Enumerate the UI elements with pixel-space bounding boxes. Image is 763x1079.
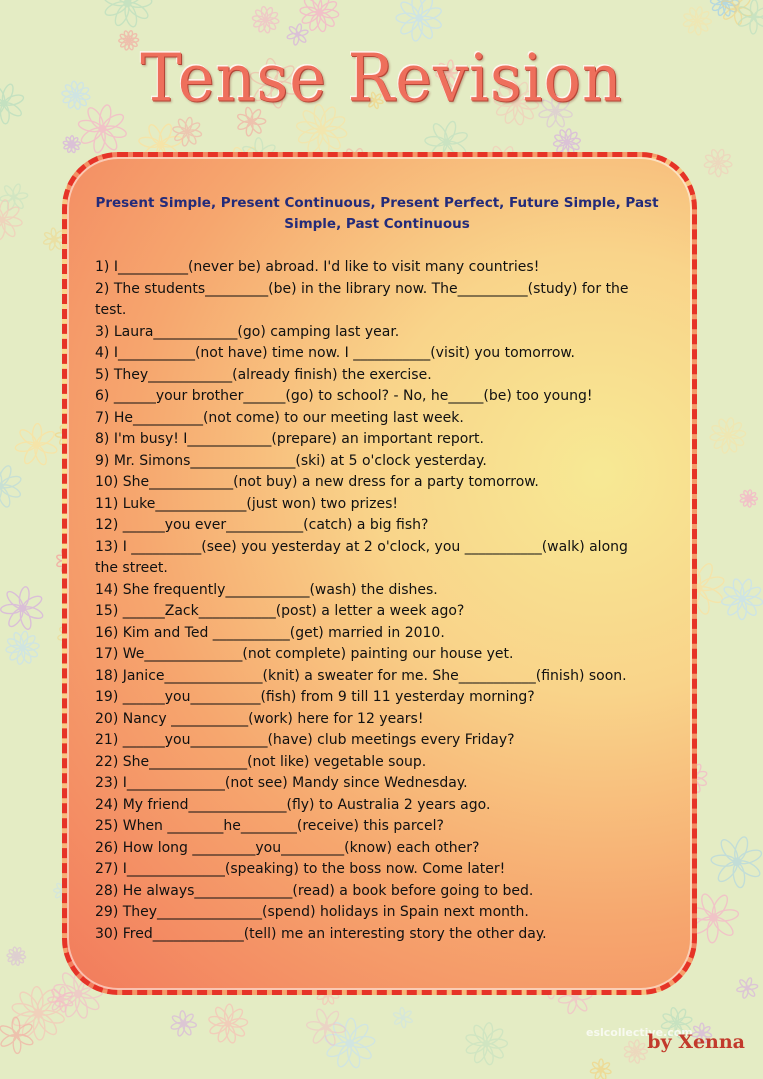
exercise-item: 23) I______________(not see) Mandy since Wednesday. bbox=[95, 775, 468, 791]
exercise-item: 17) We______________(not complete) painting our house yet. bbox=[95, 646, 514, 662]
flower-icon bbox=[208, 1004, 248, 1044]
flower-icon bbox=[704, 149, 733, 177]
exercise-item: 9) Mr. Simons_______________(ski) at 5 o'clock yesterday. bbox=[95, 452, 487, 469]
exercise-item: 21) ______you___________(have) club meetings every Friday? bbox=[95, 732, 515, 748]
flower-icon bbox=[170, 1011, 196, 1037]
exercise-item: 30) Fred_____________(tell) me an interesting story the other day. bbox=[95, 925, 547, 942]
exercise-item: 15) ______Zack___________(post) a letter a week ago? bbox=[95, 603, 465, 619]
flower-icon bbox=[590, 1059, 612, 1079]
flower-icon bbox=[5, 631, 39, 665]
exercise-item: 14) She frequently____________(wash) the dishes. bbox=[95, 581, 438, 598]
flower-icon bbox=[7, 947, 26, 966]
flower-icon bbox=[172, 117, 202, 147]
exercise-item: 7) He__________(not come) to our meeting last week. bbox=[95, 409, 464, 426]
watermark: eslcollective.com bbox=[586, 1026, 693, 1039]
exercise-item: 5) They____________(already finish) the exercise. bbox=[95, 366, 432, 383]
flower-icon bbox=[393, 1007, 413, 1028]
exercise-item: 18) Janice______________(knit) a sweater for me. She___________(finish) soon. bbox=[95, 667, 627, 684]
flower-icon bbox=[63, 136, 81, 154]
flower-icon bbox=[736, 977, 758, 999]
exercise-item: 10) She____________(not buy) a new dress for a party tomorrow. bbox=[95, 474, 539, 490]
exercise-item: 12) ______you ever___________(catch) a big fish? bbox=[95, 517, 429, 533]
exercise-item: 20) Nancy ___________(work) here for 12 years! bbox=[95, 710, 424, 727]
exercise-item: 27) I______________(speaking) to the boss now. Come later! bbox=[95, 861, 506, 877]
exercise-item: 11) Luke_____________(just won) two prizes! bbox=[95, 495, 398, 512]
exercise-item: 4) I___________(not have) time now. I ___________(visit) you tomorrow. bbox=[95, 345, 576, 361]
exercise-item: 2) The students_________(be) in the library now. The__________(study) for the test. bbox=[95, 280, 629, 318]
exercise-item: 24) My friend______________(fly) to Australia 2 years ago. bbox=[95, 796, 491, 813]
flower-icon bbox=[0, 464, 22, 509]
exercise-item: 6) ______your brother______(go) to school? - No, he_____(be) too young! bbox=[95, 388, 593, 404]
exercise-item: 13) I __________(see) you yesterday at 2 o'clock, you ___________(walk) along the street. bbox=[95, 538, 628, 576]
exercise-item: 22) She______________(not like) vegetable soup. bbox=[95, 753, 427, 770]
exercise-item: 29) They_______________(spend) holidays in Spain next month. bbox=[95, 904, 529, 920]
flower-icon bbox=[465, 1022, 508, 1065]
exercise-item: 3) Laura____________(go) camping last year. bbox=[95, 323, 400, 340]
exercise-item: 19) ______you__________(fish) from 9 till 11 yesterday morning? bbox=[95, 689, 535, 705]
exercise-item: 26) How long _________you_________(know) each other? bbox=[95, 839, 480, 856]
flower-icon bbox=[710, 417, 746, 454]
flower-icon bbox=[103, 0, 152, 28]
flower-icon bbox=[300, 0, 340, 32]
page-title: Tense Revision bbox=[140, 38, 623, 117]
exercise-item: 1) I__________(never be) abroad. I'd like to visit many countries! bbox=[95, 259, 540, 275]
flower-icon bbox=[683, 6, 712, 35]
flower-icon bbox=[15, 423, 58, 466]
exercise-list bbox=[95, 257, 655, 945]
flower-icon bbox=[0, 586, 44, 630]
exercise-item: 16) Kim and Ted ___________(get) married in 2010. bbox=[95, 624, 445, 641]
flower-icon bbox=[740, 490, 758, 508]
exercise-item: 8) I'm busy! I____________(prepare) an important report. bbox=[95, 431, 484, 447]
exercise-item: 28) He always______________(read) a book before going to bed. bbox=[95, 882, 534, 899]
author-byline: by Xenna bbox=[647, 1031, 745, 1053]
flower-icon bbox=[624, 1040, 648, 1064]
flower-icon bbox=[711, 835, 763, 888]
exercise-item: 25) When ________he________(receive) this parcel? bbox=[95, 818, 444, 834]
flower-icon bbox=[0, 199, 23, 240]
flower-icon bbox=[252, 6, 279, 33]
worksheet-subtitle: Present Simple, Present Continuous, Present Perfect, Future Simple, Past Simple, Past Continuous bbox=[95, 195, 659, 232]
flower-icon bbox=[721, 578, 763, 620]
